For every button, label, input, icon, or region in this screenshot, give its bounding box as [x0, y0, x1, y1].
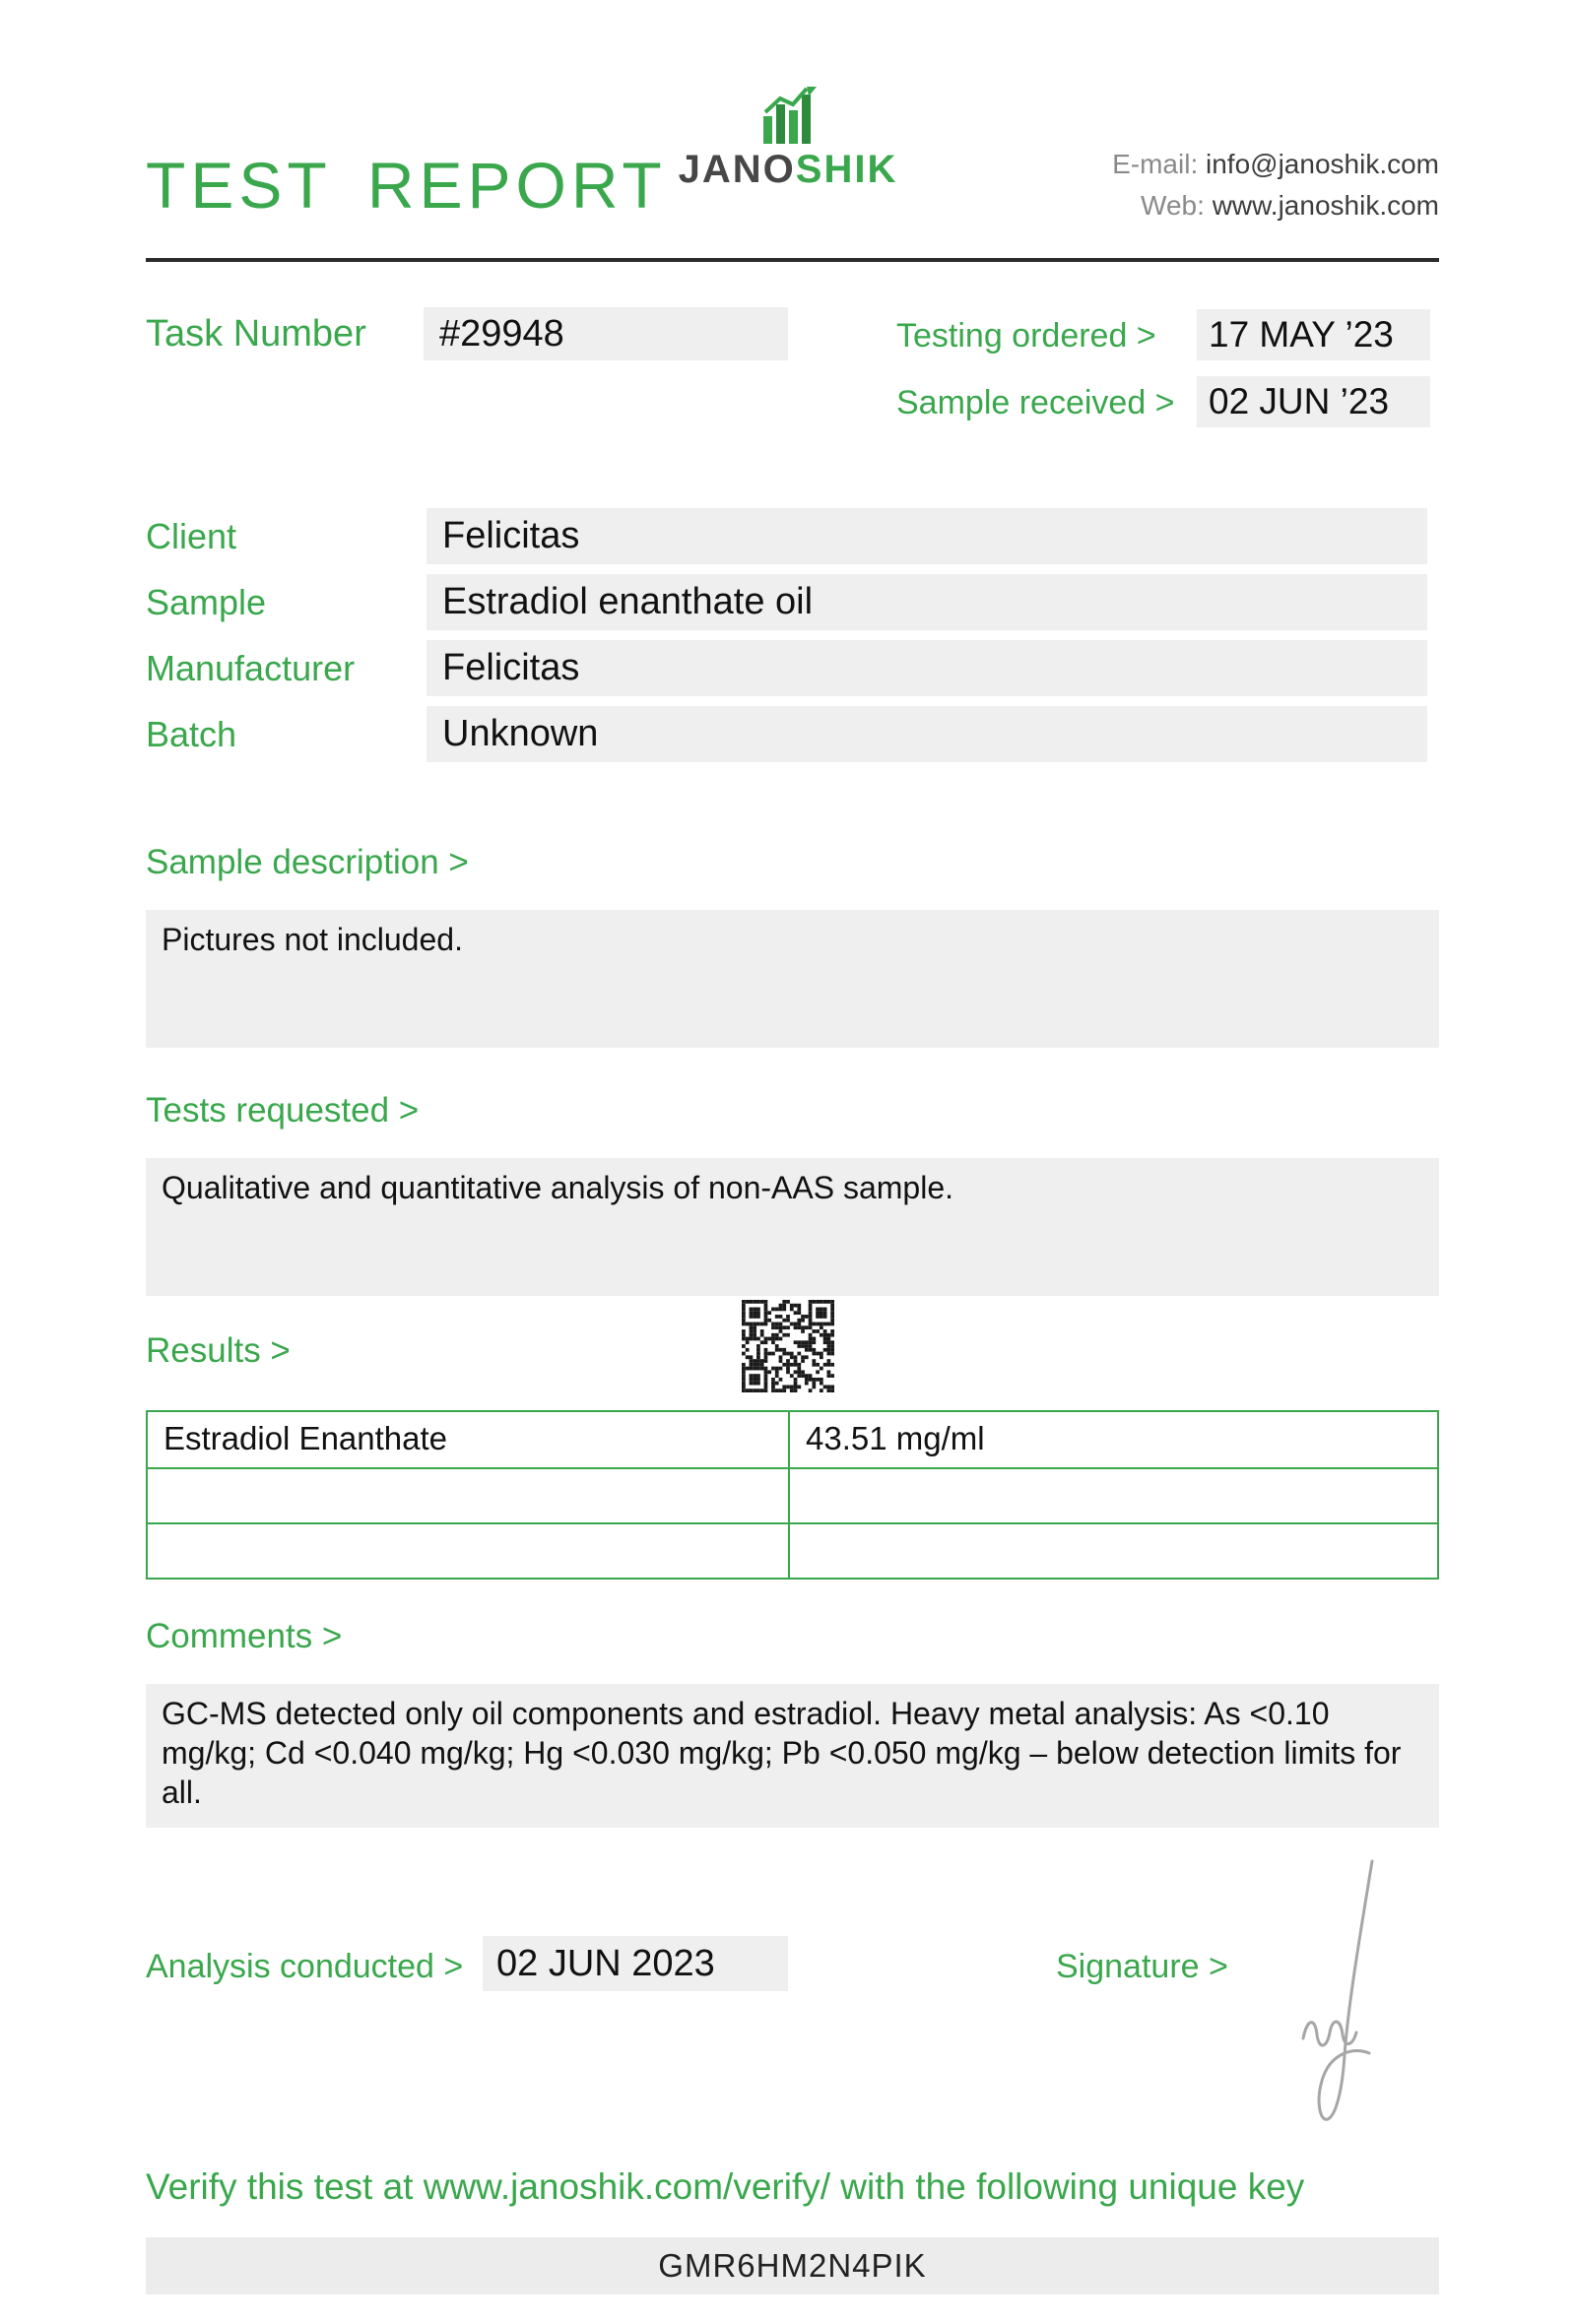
email-label: E-mail:	[1112, 149, 1199, 179]
logo-wordmark	[658, 148, 918, 192]
contact-web-line	[1112, 185, 1439, 226]
sample-received-label: Sample received >	[896, 384, 1175, 421]
comments-box: GC-MS detected only oil components and estradiol. Heavy metal analysis: As <0.10 mg/kg; Cd <0.040 mg/kg; Hg <0.030 mg/kg; Pb <0.050 mg/kg – below detection limits for all.	[146, 1684, 1439, 1828]
contact-block	[1112, 144, 1439, 226]
contact-email-line	[1112, 144, 1439, 185]
detail-row-batch	[146, 706, 1439, 762]
client-value: Felicitas	[427, 508, 1427, 564]
client-label: Client	[146, 516, 237, 556]
tests-requested-heading: Tests requested >	[146, 1091, 420, 1130]
email-value: info@janoshik.com	[1206, 149, 1439, 179]
sample-description-heading: Sample description >	[146, 843, 469, 881]
results-table	[146, 1410, 1439, 1580]
sample-description-box: Pictures not included.	[146, 910, 1439, 1048]
result-value: 43.51 mg/ml	[806, 1420, 985, 1456]
manufacturer-value: Felicitas	[427, 640, 1427, 696]
header-divider	[146, 258, 1439, 262]
janoshik-logo	[658, 87, 918, 192]
comments-heading: Comments >	[146, 1617, 343, 1655]
sample-label: Sample	[146, 582, 267, 622]
detail-row-client	[146, 508, 1439, 564]
result-substance	[148, 1469, 790, 1522]
results-heading: Results >	[146, 1331, 291, 1370]
verify-instruction: Verify this test at www.janoshik.com/verify/ with the following unique key	[146, 2166, 1305, 2207]
results-row	[148, 1412, 1437, 1467]
web-label: Web:	[1141, 190, 1205, 221]
sample-details	[146, 508, 1439, 772]
tests-requested-box: Qualitative and quantitative analysis of non-AAS sample.	[146, 1158, 1439, 1296]
detail-row-manufacturer	[146, 640, 1439, 696]
logo-text-green: SHIK	[795, 148, 898, 191]
sample-value: Estradiol enanthate oil	[427, 574, 1427, 630]
qr-code	[742, 1300, 834, 1392]
signature-image	[1276, 1853, 1409, 2129]
result-substance: Estradiol Enanthate	[148, 1412, 790, 1467]
analysis-conducted-label: Analysis conducted >	[146, 1948, 464, 1985]
detail-row-sample	[146, 574, 1439, 630]
page-title: TEST REPORT	[146, 149, 667, 222]
manufacturer-label: Manufacturer	[146, 648, 356, 688]
analysis-conducted-value: 02 JUN 2023	[483, 1936, 788, 1991]
unique-key: GMR6HM2N4PIK	[146, 2237, 1439, 2294]
task-number-value: #29948	[424, 307, 788, 360]
logo-chart-icon	[755, 87, 821, 144]
sample-received-value: 02 JUN ’23	[1197, 376, 1430, 427]
results-row	[148, 1467, 1437, 1522]
web-value: www.janoshik.com	[1212, 190, 1439, 221]
result-value	[790, 1524, 1437, 1578]
batch-value: Unknown	[427, 706, 1427, 762]
results-row	[148, 1522, 1437, 1578]
testing-ordered-label: Testing ordered >	[896, 317, 1156, 355]
result-substance	[148, 1524, 790, 1578]
result-value	[790, 1469, 1437, 1522]
logo-text-dark: JANO	[678, 148, 796, 191]
batch-label: Batch	[146, 714, 237, 754]
testing-ordered-value: 17 MAY ’23	[1197, 309, 1430, 360]
signature-label: Signature >	[1056, 1948, 1228, 1985]
task-number-label: Task Number	[146, 313, 366, 355]
